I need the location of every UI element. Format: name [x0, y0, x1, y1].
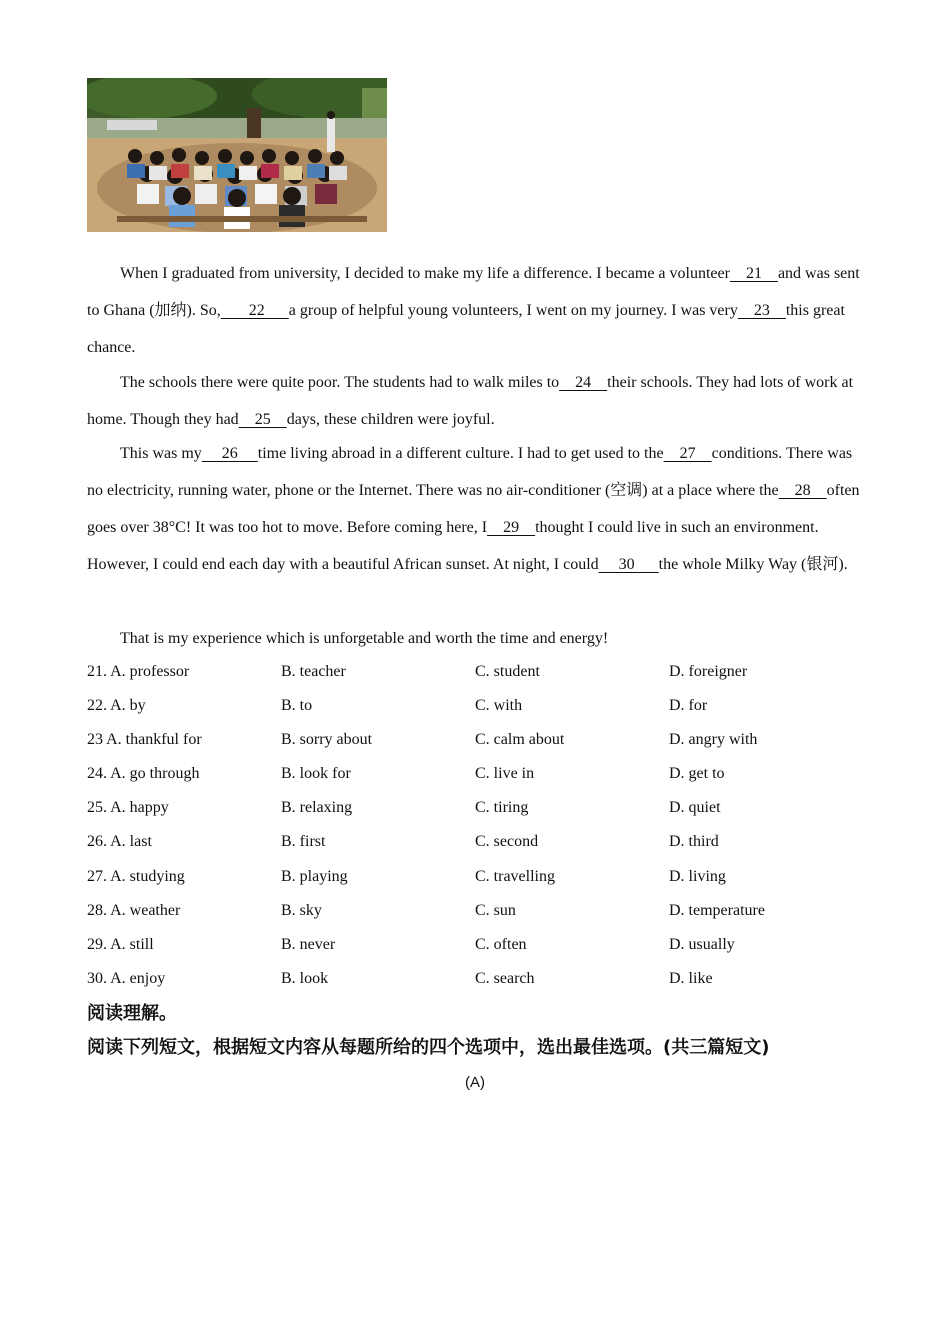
- option-29-d: D. usually: [669, 936, 735, 953]
- option-21-c: C. student: [475, 663, 540, 680]
- blank-26: 26: [201, 445, 258, 462]
- option-24-d: D. get to: [669, 765, 725, 782]
- option-25-b: B. relaxing: [281, 799, 353, 816]
- option-28-c: C. sun: [475, 902, 516, 919]
- passage-paragraph-2: The schools there were quite poor. The students had to walk miles to 24 their schools. They had lots of work at home. Though they had 25 days, these children were joyful.: [87, 374, 854, 428]
- option-22-a: 22. A. by: [87, 697, 146, 714]
- question-21-options: [87, 660, 867, 684]
- option-29-a: 29. A. still: [87, 936, 154, 953]
- option-28-a: 28. A. weather: [87, 902, 181, 919]
- question-25-options: [87, 796, 867, 820]
- option-21-a: 21. A. professor: [87, 663, 190, 680]
- option-24-b: B. look for: [281, 765, 351, 782]
- question-29-options: [87, 933, 867, 957]
- blank-23: 23: [737, 302, 786, 319]
- passage-paragraph-3: This was my 26 time living abroad in a different culture. I had to get used to the 27 conditions. There was no electricity, running water, phone or the Internet. There was no air-conditioner (空调) at a place where the 28 often goes over 38°C! It was too hot to move. Before coming here, I 29 thought I could live in such an environment. However, I could end each day with a beautiful African sunset. At night, I could 30 the whole Milky Way (银河).: [87, 445, 860, 573]
- option-29-c: C. often: [475, 936, 527, 953]
- blank-29: 29: [487, 519, 536, 536]
- option-27-b: B. playing: [281, 868, 348, 885]
- option-27-a: 27. A. studying: [87, 868, 185, 885]
- option-25-a: 25. A. happy: [87, 799, 169, 816]
- blank-24: 24: [559, 374, 608, 391]
- option-30-a: 30. A. enjoy: [87, 970, 166, 987]
- blank-22: 22: [220, 302, 289, 319]
- blank-25: 25: [238, 411, 287, 428]
- blank-30: 30: [598, 556, 659, 573]
- option-27-c: C. travelling: [475, 868, 555, 885]
- option-25-c: C. tiring: [475, 799, 529, 816]
- option-23-a: 23 A. thankful for: [87, 731, 202, 748]
- option-26-b: B. first: [281, 833, 326, 850]
- blank-27: 27: [663, 445, 712, 462]
- option-23-d: D. angry with: [669, 731, 758, 748]
- section-instruction: 阅读下列短文，根据短文内容从每题所给的四个选项中，选出最佳选项。(共三篇短文): [87, 1037, 770, 1058]
- passage-paragraph-1: When I graduated from university, I decided to make my life a difference. I became a volunteer 21 and was sent to Ghana (加纳). So, 22 a group of helpful young volunteers, I went on my journey. I was very 23 this great chance.: [87, 265, 860, 356]
- question-26-options: [87, 830, 867, 854]
- option-21-d: D. foreigner: [669, 663, 748, 680]
- option-30-b: B. look: [281, 970, 329, 987]
- option-30-c: C. search: [475, 970, 535, 987]
- option-26-d: D. third: [669, 833, 719, 850]
- option-28-b: B. sky: [281, 902, 322, 919]
- question-27-options: [87, 865, 867, 889]
- option-29-b: B. never: [281, 936, 336, 953]
- option-22-c: C. with: [475, 697, 523, 714]
- passage-label: (A): [465, 1074, 485, 1091]
- blank-21: 21: [729, 265, 778, 282]
- option-22-b: B. to: [281, 697, 313, 714]
- blank-28: 28: [778, 482, 827, 499]
- option-26-c: C. second: [475, 833, 539, 850]
- section-title: 阅读理解。: [87, 1003, 177, 1024]
- passage-paragraph-4: That is my experience which is unforgetable and worth the time and energy!: [120, 630, 609, 647]
- option-24-c: C. live in: [475, 765, 535, 782]
- option-25-d: D. quiet: [669, 799, 721, 816]
- question-28-options: [87, 899, 867, 923]
- option-21-b: B. teacher: [281, 663, 346, 680]
- question-22-options: [87, 694, 867, 718]
- option-26-a: 26. A. last: [87, 833, 152, 850]
- option-24-a: 24. A. go through: [87, 765, 200, 782]
- option-28-d: D. temperature: [669, 902, 765, 919]
- option-30-d: D. like: [669, 970, 713, 987]
- question-23-options: [87, 728, 867, 752]
- option-27-d: D. living: [669, 868, 726, 885]
- option-23-c: C. calm about: [475, 731, 565, 748]
- option-22-d: D. for: [669, 697, 708, 714]
- question-24-options: [87, 762, 867, 786]
- photo-children-under-tree-icon: [87, 78, 387, 232]
- passage-photo: [87, 78, 387, 232]
- option-23-b: B. sorry about: [281, 731, 373, 748]
- question-30-options: [87, 967, 867, 991]
